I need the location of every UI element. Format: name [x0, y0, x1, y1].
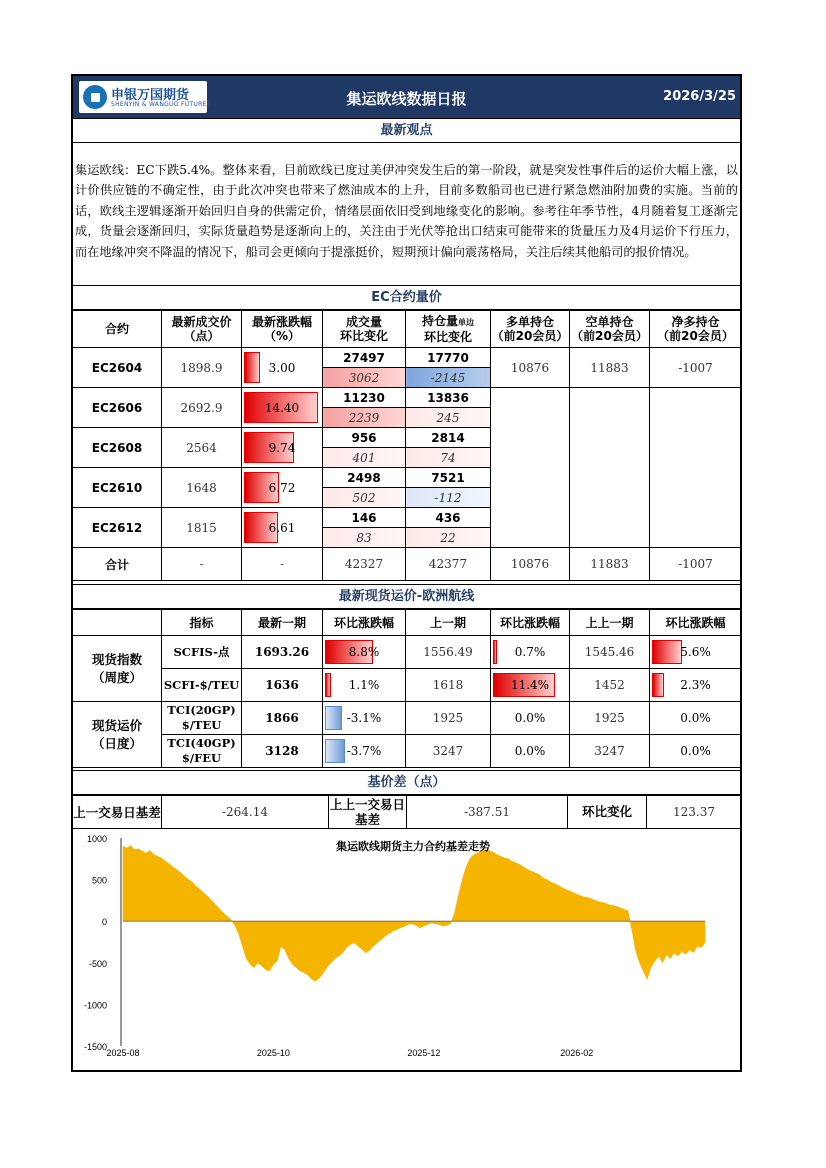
ec-total-volume: 42327: [323, 548, 406, 581]
spot-group-sub: （周度）: [91, 669, 142, 685]
spot-indicator: [162, 636, 242, 669]
spot-prev2: 1452: [570, 669, 650, 702]
ec-net-blank: [650, 388, 742, 548]
ec-total-short: 11883: [570, 548, 650, 581]
spot-chg2-bar: [493, 640, 497, 664]
y-tick-label: 1000: [86, 834, 107, 844]
basis-chart-svg: [73, 828, 740, 1070]
ec-col-oi-sub: 环比变化: [423, 330, 472, 344]
spot-prev: 1925: [406, 702, 491, 735]
spot-chg3: [650, 669, 742, 702]
logo-cn: 申银万国期货: [111, 88, 190, 103]
spot-chg3-bar: [652, 673, 664, 697]
spot-table: [72, 609, 742, 768]
ec-long-blank: [491, 388, 570, 548]
ec-oi-chg: 22: [406, 528, 491, 548]
ec-col-short: [570, 311, 650, 348]
logo-en: SHENYIN & WANGUO FUTURES: [111, 101, 211, 108]
ec-volume: 956: [323, 428, 406, 448]
spot-row: [73, 636, 742, 669]
ec-oi-chg: -112: [406, 488, 491, 508]
ec-volume-chg: 2239: [323, 408, 406, 428]
spot-col-chg3: 环比涨跌幅: [650, 610, 742, 636]
ec-col-short-label: 空单持仓: [585, 315, 634, 329]
report-sheet: [71, 74, 742, 1072]
ec-change: [242, 428, 323, 468]
ec-change-bar: [244, 352, 260, 383]
spot-indicator: [162, 669, 242, 702]
ec-contract: EC2604: [73, 348, 162, 388]
spot-indicator-name: SCFIS-点: [173, 644, 230, 659]
spot-group-name: 现货指数: [91, 651, 142, 667]
ec-change: [242, 388, 323, 428]
spot-group: [73, 636, 162, 702]
ec-volume: 2498: [323, 468, 406, 488]
basis-prev2-label: 上上一交易日基差: [329, 797, 405, 827]
y-tick-label: -1500: [83, 1042, 107, 1052]
spot-indicator: [162, 735, 242, 768]
spot-prev: 3247: [406, 735, 491, 768]
ec-total-price: -: [162, 548, 242, 581]
ec-net: -1007: [650, 348, 742, 388]
ec-volume: 146: [323, 508, 406, 528]
ec-oi-chg: -2145: [406, 368, 491, 388]
basis-row: [73, 796, 742, 829]
basis-prev2-value: -387.51: [407, 796, 568, 829]
ec-col-volume: [323, 311, 406, 348]
spot-chg1-value: -3.1%: [346, 711, 382, 725]
ec-col-change-label: 最新涨跌幅: [251, 315, 312, 329]
ec-volume-chg: 502: [323, 488, 406, 508]
spot-chg1-bar: [325, 673, 331, 697]
ec-contract: EC2606: [73, 388, 162, 428]
report-header: [73, 76, 740, 118]
x-tick-label: 2025-12: [407, 1048, 441, 1058]
ec-total-oi: 42377: [406, 548, 491, 581]
ec-volume: 27497: [323, 348, 406, 368]
spot-indicator-unit: $/FEU: [181, 751, 222, 765]
ec-contract: EC2608: [73, 428, 162, 468]
spot-chg3-value: 0.0%: [680, 711, 711, 725]
view-text: 集运欧线：EC下跌5.4%。整体来看，目前欧线已度过美伊冲突发生后的第一阶段，就是突发性事件后的运价大幅上涨，以计价供应链的不确定性，由于此次冲突也带来了燃油成本的上升，目前多数船司也已进行紧急燃油附加费的实施。当前的话，欧线主逻辑逐渐开始回归自身的供需定价，情绪层面依旧受到地缘变化的影响。参考往年季节性，4月随着复工逐渐完成，货量会逐渐回归，实际货量趋势是逐渐向上的，关注由于光伏等抢出口结束可能带来的货量压力及4月运价下行压力，而在地缘冲突不降温的情况下，船司会更倾向于提涨挺价，短期预计偏向震荡格局，关注后续其他船司的报价情况。: [75, 163, 738, 259]
spot-chg2-value: 0.0%: [514, 711, 546, 725]
x-tick-label: 2026-02: [560, 1048, 594, 1058]
ec-col-net-sub: （前20会员）: [657, 329, 734, 343]
ec-change-value: 3.00: [268, 360, 296, 375]
spot-chg3-value: 0.0%: [680, 744, 711, 758]
ec-col-net: [650, 311, 742, 348]
ec-col-volume-sub: 环比变化: [339, 329, 388, 343]
ec-total-row: [73, 548, 742, 581]
spot-chg1-value: -3.7%: [346, 744, 382, 758]
spot-prev: 1556.49: [406, 636, 491, 669]
y-tick-label: -1000: [83, 1000, 107, 1011]
section-basis: 基价差（点）: [73, 770, 740, 795]
spot-indicator-name: TCI(40GP): [167, 736, 236, 750]
basis-chart: [73, 828, 740, 1070]
ec-price: 1648: [162, 468, 242, 508]
spot-group-sub: （日度）: [91, 735, 142, 751]
ec-volume: 11230: [323, 388, 406, 408]
ec-price: 1898.9: [162, 348, 242, 388]
spot-prev2: 1925: [570, 702, 650, 735]
ec-header-row: [73, 311, 742, 348]
ec-oi: 13836: [406, 388, 491, 408]
ec-oi: 2814: [406, 428, 491, 448]
ec-oi: 436: [406, 508, 491, 528]
spot-indicator-name: TCI(20GP): [167, 703, 236, 717]
ec-price: 2692.9: [162, 388, 242, 428]
spot-col-chg1: 环比涨跌幅: [323, 610, 406, 636]
basis-chg-label: 环比变化: [568, 796, 647, 829]
spot-chg3-value: 5.6%: [680, 645, 711, 659]
ec-total-label: 合计: [73, 548, 162, 581]
chart-title: 集运欧线期货主力合约基差走势: [336, 840, 490, 853]
y-tick-label: 0: [101, 917, 107, 928]
ec-oi: 7521: [406, 468, 491, 488]
spot-chg2: [491, 735, 570, 768]
spot-col-chg2: 环比涨跌幅: [491, 610, 570, 636]
y-tick-label: -500: [88, 958, 107, 969]
ec-change-value: 9.74: [268, 440, 296, 455]
spot-chg1-value: 1.1%: [348, 678, 380, 692]
spot-group: [73, 702, 162, 768]
x-tick-label: 2025-10: [256, 1048, 290, 1058]
spot-header-row: [73, 610, 742, 636]
spot-col-prev: 上一期: [406, 610, 491, 636]
ec-change: [242, 508, 323, 548]
spot-latest: 1866: [242, 702, 323, 735]
ec-total-long: 10876: [491, 548, 570, 581]
basis-prev-label: 上一交易日基差: [73, 796, 162, 829]
ec-row: [73, 388, 742, 408]
ec-col-oi: [406, 311, 491, 348]
ec-short: 11883: [570, 348, 650, 388]
ec-col-volume-label: 成交量: [345, 315, 382, 329]
report-date: 2026/3/25: [663, 89, 736, 104]
ec-col-long-label: 多单持仓: [505, 315, 554, 329]
ec-col-long-sub: （前20会员）: [491, 329, 569, 343]
section-view: 最新观点: [73, 118, 740, 143]
ec-col-oi-label: 持仓量: [421, 314, 458, 328]
section-spot: 最新现货运价-欧洲航线: [73, 584, 740, 609]
spot-row: [73, 735, 742, 768]
ec-col-short-sub: （前20会员）: [571, 329, 648, 343]
spot-row: [73, 702, 742, 735]
ec-volume-chg: 401: [323, 448, 406, 468]
spot-latest: 3128: [242, 735, 323, 768]
spot-col-prev2: 上上一期: [570, 610, 650, 636]
ec-oi-chg: 245: [406, 408, 491, 428]
ec-long: 10876: [491, 348, 570, 388]
ec-col-long: [491, 311, 570, 348]
ec-col-price: [162, 311, 242, 348]
spot-chg2-value: 11.4%: [510, 678, 550, 692]
spot-chg1-value: 8.8%: [348, 645, 380, 659]
ec-col-price-unit: （点）: [183, 329, 220, 343]
spot-latest: 1693.26: [242, 636, 323, 669]
spot-chg2-value: 0.7%: [514, 645, 546, 659]
section-ec: EC合约量价: [73, 285, 740, 310]
spot-chg1: [323, 735, 406, 768]
spot-chg2: [491, 669, 570, 702]
ec-oi-chg: 74: [406, 448, 491, 468]
ec-short-blank: [570, 388, 650, 548]
spot-indicator: [162, 702, 242, 735]
ec-col-change-unit: （%）: [263, 329, 301, 343]
ec-change: [242, 468, 323, 508]
spot-chg3-bar: [652, 640, 682, 664]
spot-chg3: [650, 636, 742, 669]
spot-chg1: [323, 702, 406, 735]
ec-col-change: [242, 311, 323, 348]
spot-chg1: [323, 636, 406, 669]
basis-table: [72, 795, 742, 829]
spot-header-blank: [73, 610, 162, 636]
ec-oi: 17770: [406, 348, 491, 368]
ec-col-net-label: 净多持仓: [671, 315, 720, 329]
spot-group-name: 现货运价: [91, 717, 142, 733]
ec-change-value: 6.61: [268, 520, 296, 535]
y-tick-label: 500: [91, 875, 107, 886]
ec-change: [242, 348, 323, 388]
spot-chg2-value: 0.0%: [514, 744, 546, 758]
spot-chg2: [491, 636, 570, 669]
x-tick-label: 2025-08: [106, 1048, 140, 1058]
spot-col-indicator: 指标: [162, 610, 242, 636]
ec-col-price-label: 最新成交价: [171, 315, 232, 329]
ec-total-net: -1007: [650, 548, 742, 581]
ec-price: 1815: [162, 508, 242, 548]
spot-prev2: 3247: [570, 735, 650, 768]
ec-table: [72, 310, 742, 581]
spot-chg2: [491, 702, 570, 735]
basis-chg-value: 123.37: [647, 796, 742, 829]
spot-latest: 1636: [242, 669, 323, 702]
ec-contract: EC2612: [73, 508, 162, 548]
basis-area-series: [123, 846, 705, 982]
spot-indicator-unit: $/TEU: [181, 718, 222, 732]
report-title: 集运欧线数据日报: [346, 90, 467, 108]
ec-contract: EC2610: [73, 468, 162, 508]
spot-chg3-value: 2.3%: [680, 678, 711, 692]
spot-indicator-name: SCFI-$/TEU: [163, 677, 240, 692]
spot-chg1-bar: [325, 739, 345, 763]
ec-price: 2564: [162, 428, 242, 468]
ec-volume-chg: 3062: [323, 368, 406, 388]
basis-prev-value: -264.14: [162, 796, 329, 829]
ec-row: [73, 348, 742, 368]
ec-total-change: -: [242, 548, 323, 581]
ec-volume-chg: 83: [323, 528, 406, 548]
spot-prev: 1618: [406, 669, 491, 702]
ec-change-value: 6.72: [268, 480, 296, 495]
spot-col-latest: 最新一期: [242, 610, 323, 636]
spot-chg3: [650, 702, 742, 735]
spot-prev2: 1545.46: [570, 636, 650, 669]
ec-change-value: 14.40: [264, 400, 300, 415]
spot-chg3: [650, 735, 742, 768]
spot-chg1-bar: [325, 706, 342, 730]
spot-chg1: [323, 669, 406, 702]
ec-col-oi-note: 单边: [458, 318, 474, 327]
ec-col-contract: 合约: [73, 311, 162, 348]
spot-row: [73, 669, 742, 702]
